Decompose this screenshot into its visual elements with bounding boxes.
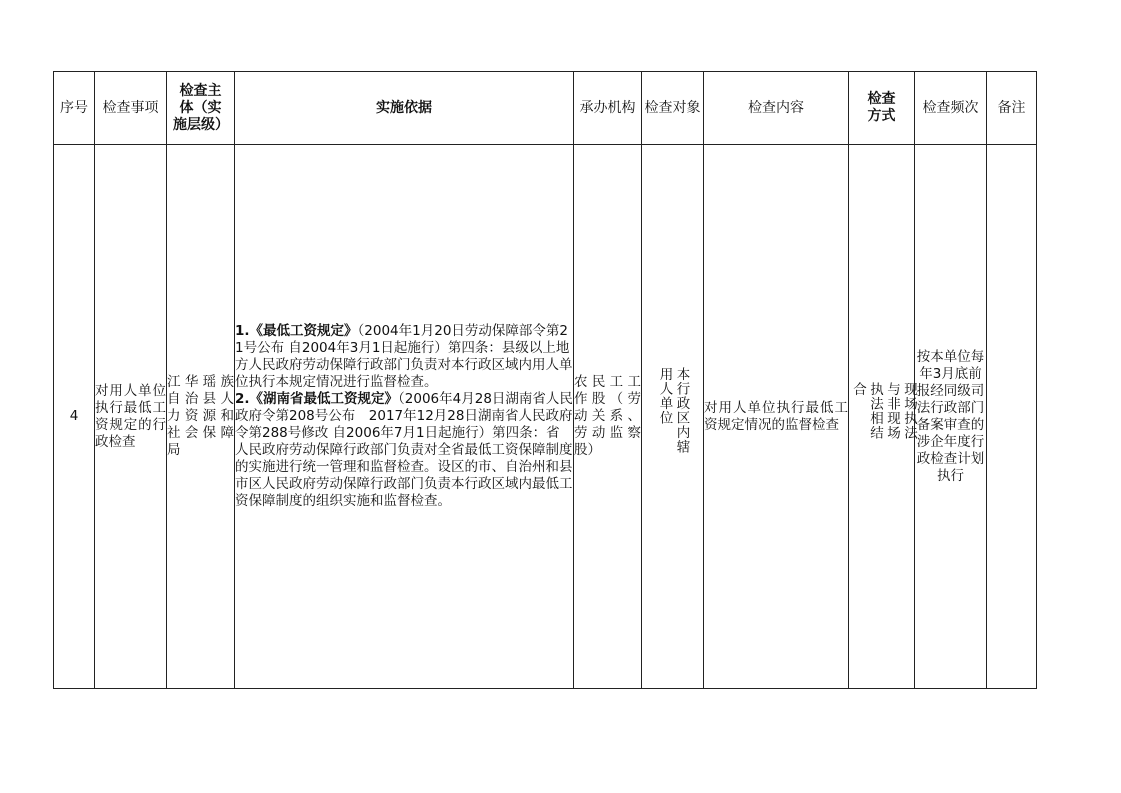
basis-2-text: （2006年4月28日湖南省人民政府令第208号公布 2017年12月28日湖南省人民政府令第288号修改 自2006年7月1日起施行）第四条：省人民政府劳动保障行政部门负责对全省最低工资保障制度的实施进行统一管理和监督检查。设区的市、自治州和县市区人民政府劳动保障行政部门负责本行政区域内最低工资保障制度的组织实施和监督检查。	[235, 391, 573, 509]
header-org: 承办机构	[574, 72, 642, 145]
table-header-row	[54, 72, 1037, 145]
header-item: 检查事项	[95, 72, 167, 145]
cell-subject: 江华瑶族自治县人力资源和社会保障局	[167, 145, 235, 689]
cell-remarks	[987, 145, 1037, 689]
basis-item-1	[235, 323, 573, 391]
header-content: 检查内容	[704, 72, 849, 145]
table-row	[54, 145, 1037, 689]
cell-org: 农民工工作股（劳动关系、劳动监察股）	[574, 145, 642, 689]
header-seq: 序号	[54, 72, 95, 145]
header-method: 检查方式	[849, 72, 915, 145]
method-vertical-text: 现场执法与非现场执法相结合	[850, 381, 917, 440]
cell-frequency: 按本单位每年3月底前报经同级司法行政部门备案审查的涉企年度行政检查计划执行	[915, 145, 987, 689]
cell-content: 对用人单位执行最低工资规定情况的监督检查	[704, 145, 849, 689]
basis-1-title: 1.《最低工资规定》	[235, 323, 358, 339]
basis-2-title: 2.《湖南省最低工资规定》	[235, 391, 399, 407]
cell-method	[849, 145, 915, 689]
cell-target	[642, 145, 704, 689]
header-remarks: 备注	[987, 72, 1037, 145]
cell-item: 对用人单位执行最低工资规定的行政检查	[95, 145, 167, 689]
basis-1-text: （2004年1月20日劳动保障部令第21号公布 自2004年3月1日起施行）第四条：县级以上地方人民政府劳动保障行政部门负责对本行政区域内用人单位执行本规定情况进行监督检查。	[235, 323, 573, 390]
target-vertical-text: 本行政区内辖用人单位	[656, 366, 690, 454]
cell-seq: 4	[54, 145, 95, 689]
basis-item-2	[235, 391, 573, 510]
header-basis: 实施依据	[235, 72, 574, 145]
header-frequency: 检查频次	[915, 72, 987, 145]
inspection-table	[53, 71, 1037, 689]
cell-basis	[235, 145, 574, 689]
header-subject: 检查主体（实施层级）	[167, 72, 235, 145]
header-target: 检查对象	[642, 72, 704, 145]
